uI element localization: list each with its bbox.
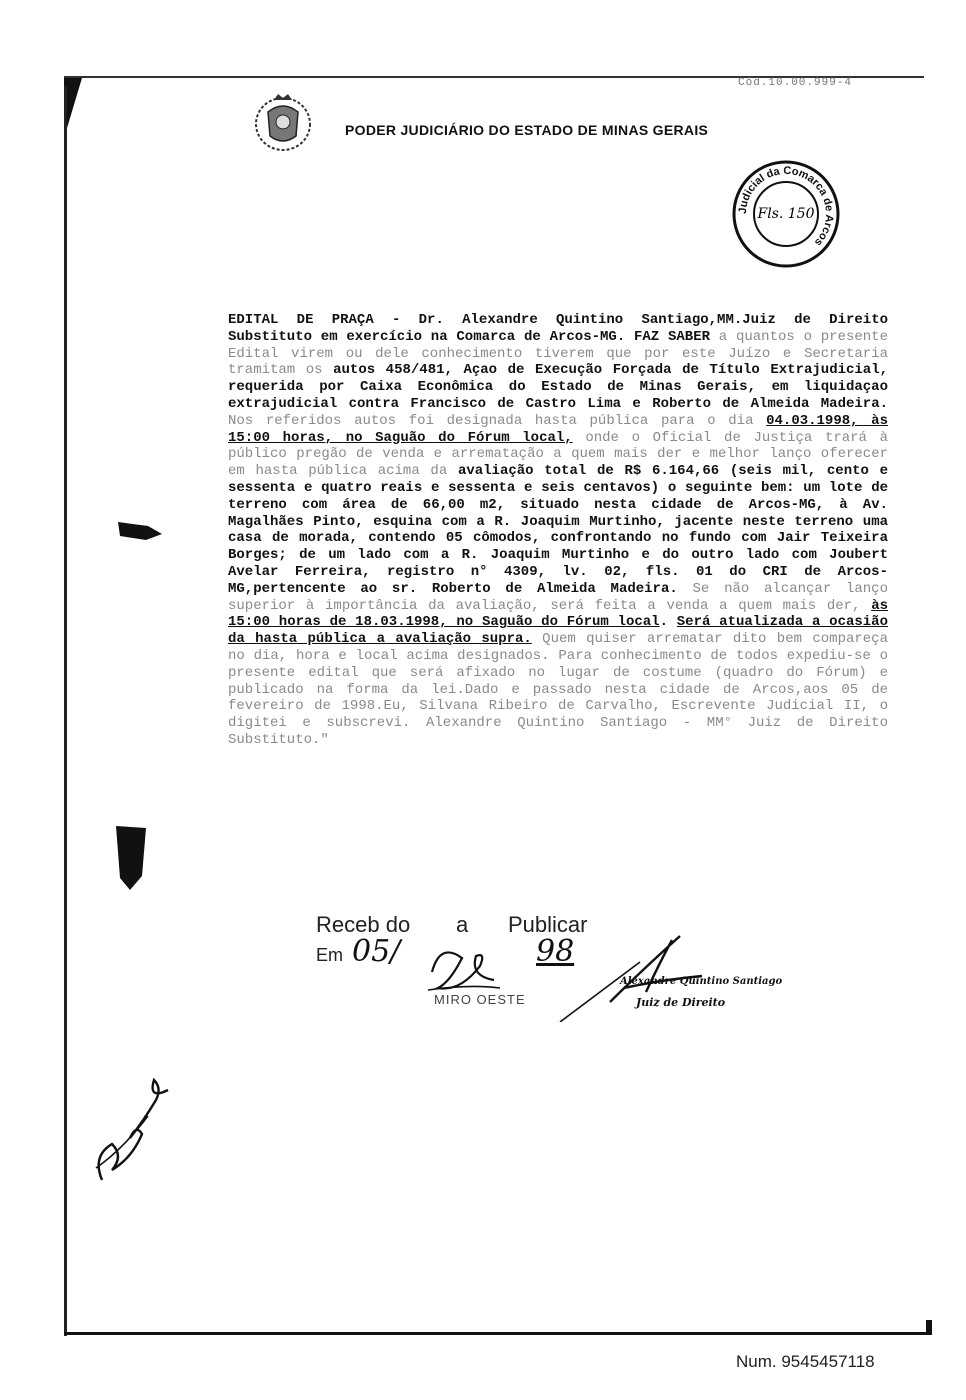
stamp-center-text: Fls. 150	[757, 206, 815, 222]
received-stamp-em: Em	[316, 945, 343, 965]
edital-property: avaliação total de R$ 6.164,66 (seis mil, cento e sessenta e quatro reais e sessenta e seis centavos) o seguinte bem: um lote de terreno com área de 66,00 m2, situado nesta cidade de Arcos-MG, à Av. Magalhães Pinto, esquina com a R. Joaquim Murtinho, jacente neste terreno uma casa de morada, contendo 05 cômodos, confrontando no fundo com Jair Teixeira Borges; de um lado com a R. Joaquim Murtinho e do outro lado com Joubert Avelar Ferreira, registro n° 4309, lv. 02, fls. 01 do CRI de Arcos-MG,pertencente ao sr. Roberto de Almeida Madeira.	[228, 463, 888, 597]
edital-faded-text: a quantos o presente Edital virem ou dele conhecimento tiverem que por este Juízo e Secretaria tramitam os	[228, 328, 888, 379]
handwritten-day: 05/	[352, 934, 401, 969]
margin-mark-arrow	[118, 520, 162, 542]
edital-faded-text: onde o Oficial de Justiça trará à público pregão de venda e arrematação a quem mais der e melhor lanço oferecer em hasta pública acima da	[228, 429, 888, 480]
stamp-ring-text: Judicial da Comarca de Arcos	[736, 164, 836, 249]
edital-second-date: às 15:00 horas de 18.03.1998, no Saguão do Fórum local	[228, 597, 888, 631]
edital-case: autos 458/481, Açao de Execução Forçada de Título Extrajudicial, requerida por Caixa Econômica do Estado de Minas Gerais, em liquidaçao extrajudicial contra Francisco de Castro Lima e Roberto de Almeida Madeira.	[228, 362, 888, 412]
stamp-oeste-text: MIRO OESTE	[434, 992, 526, 1007]
scan-border-right	[926, 1320, 932, 1334]
coat-of-arms-icon	[248, 86, 318, 156]
judge-title: Juiz de Direito	[636, 996, 726, 1009]
edital-first-date: 04.03.1998, às 15:00 horas, no Saguão do Fórum local,	[228, 412, 888, 446]
court-stamp-icon	[730, 158, 842, 270]
edital-period: .	[659, 614, 677, 631]
edital-body	[228, 312, 888, 749]
document-number: Num. 9545457118	[736, 1352, 875, 1371]
edital-update-note: Será atualizada a ocasião da hasta pública a avaliação supra.	[228, 614, 888, 648]
edital-closing: Quem quiser arrematar dito bem compareça no dia, hora e local acima designados. Para conhecimento de todos expediu-se o presente edital que será afixado no lugar de costume (quadro do Fórum) e publicado na forma da lei.Dado e passado nesta cidade de Arcos,aos 05 de fevereiro de 1998.Eu, Silvana Ribeiro de Carvalho, Escrevente Judicial II, o digitei e subscrevi. Alexandre Quintino Santiago - MM° Juiz de Direito Substituto."	[228, 631, 888, 748]
judge-name: Alexandre Quintino Santiago	[620, 976, 783, 987]
received-stamp-label: Receb do	[316, 912, 411, 937]
margin-signature	[82, 1060, 172, 1190]
margin-mark-block	[116, 826, 146, 890]
edital-faded-text: Se não alcançar lanço superior à importância da avaliação, será feita a venda a quem mais der,	[228, 580, 888, 614]
edital-heading: EDITAL DE PRAÇA - Dr. Alexandre Quintino Santiago,MM.Juiz de Direito Substituto em exercício na Comarca de Arcos-MG. FAZ SABER	[228, 312, 888, 345]
scan-border-left	[64, 86, 67, 1336]
edital-faded-text: Nos referidos autos foi designada hasta pública para o dia	[228, 412, 767, 429]
document-code: Cód.10.00.999-4	[738, 77, 853, 89]
scan-border-bottom	[64, 1332, 932, 1335]
handwritten-year: 98	[536, 934, 575, 969]
page-title: PODER JUDICIÁRIO DO ESTADO DE MINAS GERAIS	[345, 122, 709, 138]
received-stamp-publicar: Publicar	[508, 912, 588, 937]
received-stamp-a: a	[456, 912, 469, 937]
